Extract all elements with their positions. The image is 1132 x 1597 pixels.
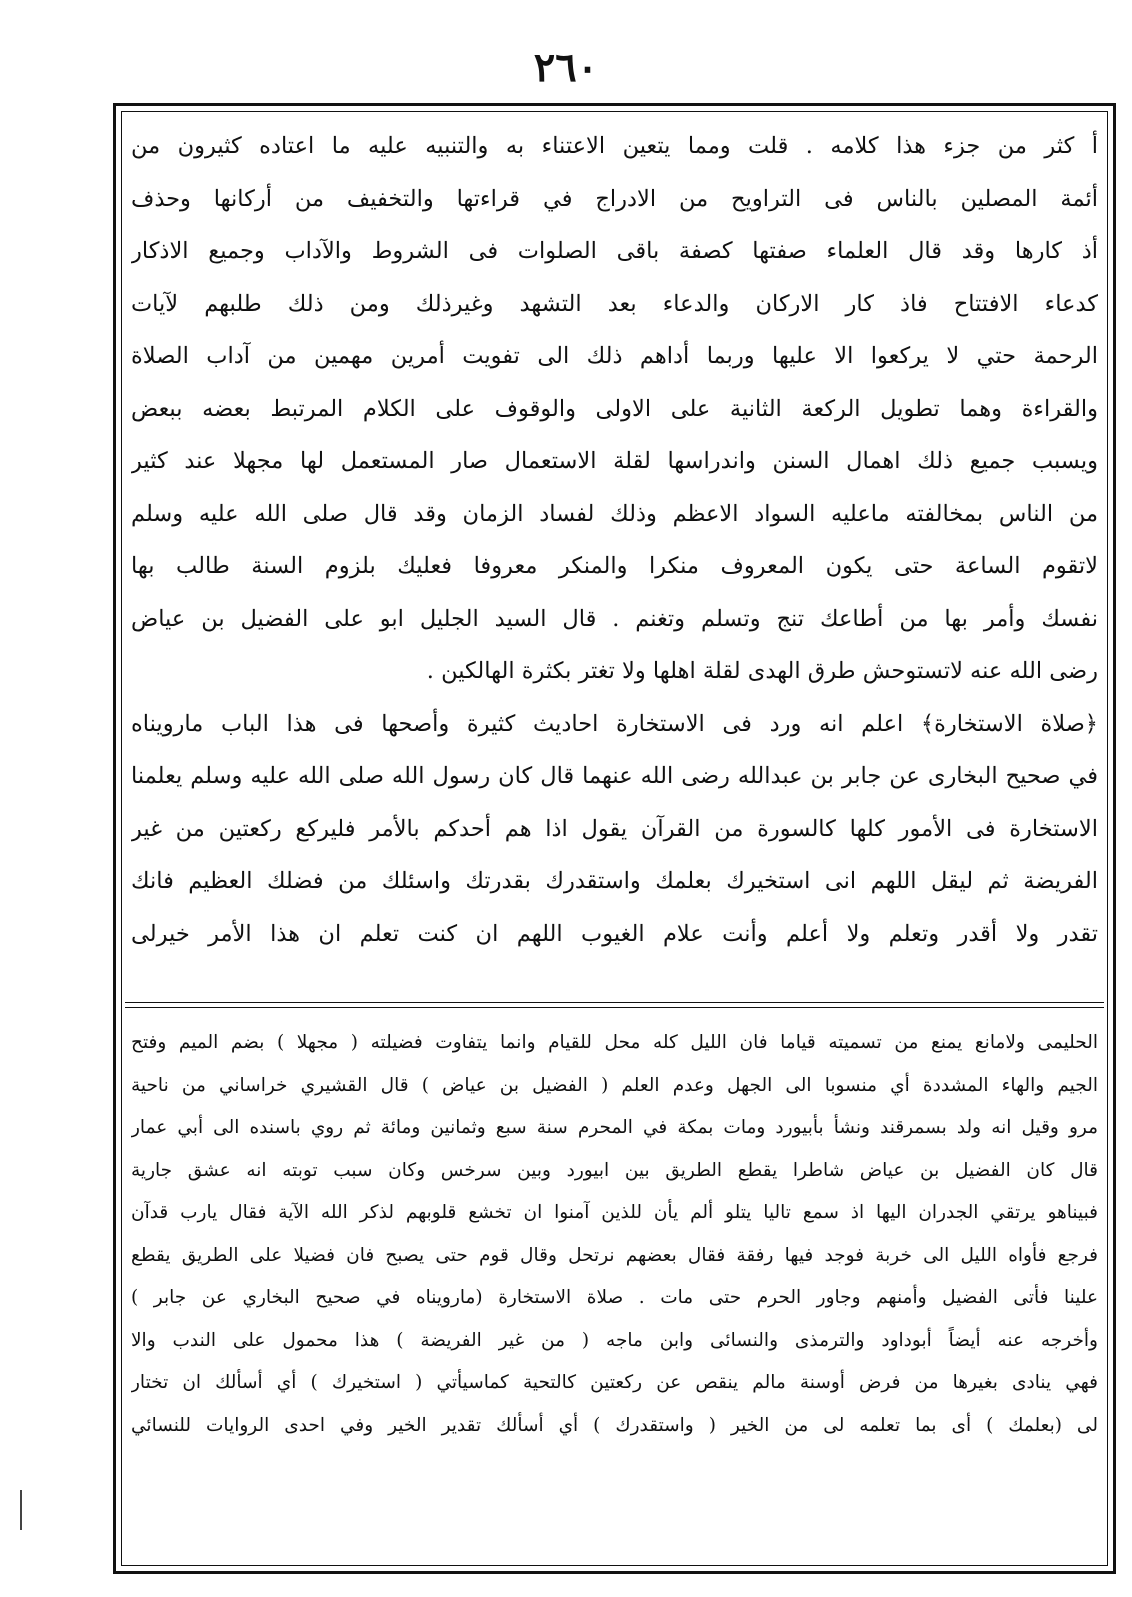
main-line: الاستخارة فى الأمور كلها كالسورة من القرآن يقول اذا هم أحدكم بالأمر فليركع ركعتين من غير bbox=[131, 815, 1098, 842]
main-line: الفريضة ثم ليقل اللهم انى استخيرك بعلمك واستقدرك بقدرتك واسئلك من فضلك العظيم فانك bbox=[131, 868, 1098, 894]
footnote-line: لى (بعلمك ) أى بما تعلمه لى من الخير ( واستقدرك ) أي أسألك تقدير الخير وفي احدى الروايات للنسائي bbox=[131, 1414, 1098, 1436]
footnote-line: وأخرجه عنه أيضاً أبوداود والترمذى والنسائى وابن ماجه ( من غير الفريضة ) هذا محمول على الندب والا bbox=[131, 1329, 1098, 1351]
main-line: الرحمة حتي لا يركعوا الا عليها وربما أداهم ذلك الى تفويت أمرين مهمين من آداب الصلاة bbox=[131, 343, 1098, 369]
footnote-line: قال كان الفضيل بن عياض شاطرا يقطع الطريق بين ابيورد وبين سرخس وكان سبب توبته انه عشق جارية bbox=[131, 1159, 1098, 1181]
page-number: ٢٦٠ bbox=[533, 44, 599, 91]
footnote-line: فرجع فأواه الليل الى خربة فوجد فيها رفقة فقال بعضهم نرتحل وقال قوم حتى يصبح فان فضيلا على الطريق يقطع bbox=[131, 1244, 1098, 1266]
main-line: في صحيح البخارى عن جابر بن عبدالله رضى الله عنهما قال كان رسول الله صلى الله عليه وسلم يعلمنا bbox=[131, 763, 1098, 789]
main-line: كدعاء الافتتاح فاذ كار الاركان والدعاء بعد التشهد وغيرذلك ومن ذلك طلبهم لآيات bbox=[131, 290, 1098, 317]
main-line: تقدر ولا أقدر وتعلم ولا أعلم وأنت علام الغيوب اللهم ان كنت تعلم ان هذا الأمر خيرلى bbox=[131, 920, 1098, 947]
margin-mark bbox=[20, 1490, 22, 1530]
footnote-separator bbox=[125, 1002, 1104, 1003]
footnote-line: مرو وقيل انه ولد بسمرقند ونشأ بأبيورد ومات بمكة في المحرم سنة سبع وثمانين ومائة ثم روي باسنده الى أبي عمار bbox=[131, 1117, 1098, 1138]
main-line: نفسك وأمر بها من أطاعك تنج وتسلم وتغنم . قال السيد الجليل ابو على الفضيل بن عياض bbox=[131, 605, 1098, 632]
main-line: أئمة المصلين بالناس فى التراويح من الادراج في قراءتها والتخفيف من أركانها وحذف bbox=[131, 185, 1098, 212]
main-text-block bbox=[131, 120, 1098, 960]
footnote-line: الجيم والهاء المشددة أي منسوبا الى الجهل وعدم العلم ( الفضيل بن عياض ) قال القشيري خراساني من ناحية bbox=[131, 1074, 1098, 1096]
main-line: ويسبب جميع ذلك اهمال السنن واندراسها لقلة الاستعمال صار المستعمل لها مجهلا عند كثير bbox=[131, 448, 1098, 474]
footnote-line: الحليمى ولامانع يمنع من تسميته قياما فان الليل كله محل للقيام وانما يتفاوت فضيلته ( مجهلا ) بضم الميم وفتح bbox=[131, 1032, 1098, 1053]
main-line: والقراءة وهما تطويل الركعة الثانية على الاولى والوقوف على الكلام المرتبط بعضه ببعض bbox=[131, 395, 1098, 422]
footnote-line: فبيناهو يرتقي الجدران اليها اذ سمع تاليا يتلو ألم يأن للذين آمنوا ان تخشع قلوبهم لذكر الله الآية فقال يارب قدآن bbox=[131, 1202, 1098, 1223]
footnote-separator bbox=[125, 1007, 1104, 1008]
main-line: من الناس بمخالفته ماعليه السواد الاعظم وذلك لفساد الزمان وقد قال صلى الله عليه وسلم bbox=[131, 500, 1098, 527]
footnote-line: علينا فأتى الفضيل وأمنهم وجاور الحرم حتى مات . صلاة الاستخارة (مارويناه في صحيح البخاري عن جابر ) bbox=[131, 1287, 1098, 1308]
main-line: لاتقوم الساعة حتى يكون المعروف منكرا والمنكر معروفا فعليك بلزوم السنة طالب بها bbox=[131, 553, 1098, 579]
footnotes-block bbox=[131, 1022, 1098, 1447]
footnote-line: فهي ينادى بغيرها من فرض أوسنة مالم ينقص عن ركعتين كالتحية كماسيأتي ( استخيرك ) أي أسألك ان تختار bbox=[131, 1372, 1098, 1393]
main-line: أذ كارها وقد قال العلماء صفتها كصفة باقى الصلوات فى الشروط والآداب وجميع الاذكار bbox=[131, 238, 1098, 264]
main-line-paragraph-end: رضى الله عنه لاتستوحش طرق الهدى لقلة اهلها ولا تغتر بكثرة الهالكين . bbox=[426, 658, 1098, 684]
section-heading-line: ﴿صلاة الاستخارة﴾ اعلم انه ورد فى الاستخارة احاديث كثيرة وأصحها فى هذا الباب مارويناه bbox=[131, 710, 1098, 737]
main-line: أ كثر من جزء هذا كلامه . قلت ومما يتعين الاعتناء به والتنبيه عليه ما اعتاده كثيرون من bbox=[131, 133, 1098, 159]
